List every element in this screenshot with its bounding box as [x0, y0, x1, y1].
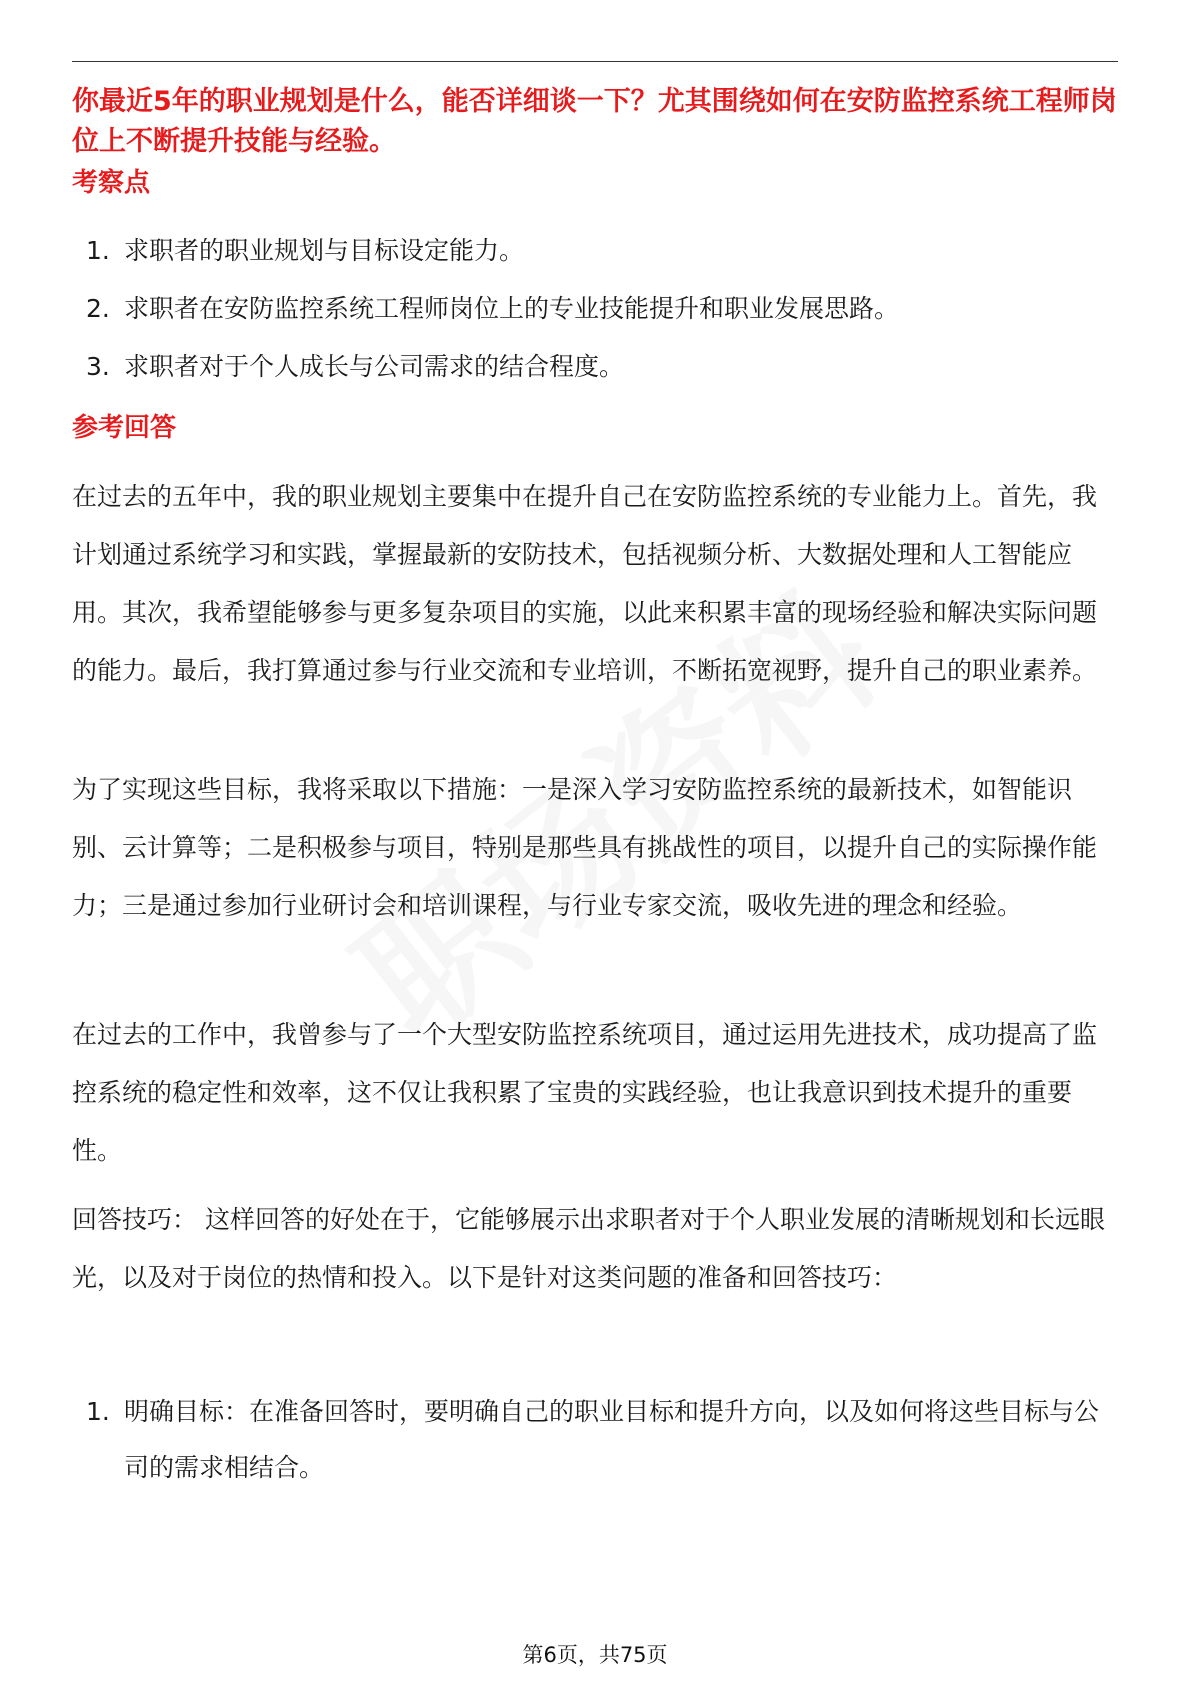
- answer-paragraph: 在过去的工作中，我曾参与了一个大型安防监控系统项目，通过运用先进技术，成功提高了监控系统的稳定性和效率，这不仅让我积累了宝贵的实践经验，也让我意识到技术提升的重要性。: [72, 1020, 1098, 1165]
- question-title: 你最近5年的职业规划是什么，能否详细谈一下？尤其围绕如何在安防监控系统工程师岗位上不断提升技能与经验。: [72, 86, 1117, 157]
- list-item: 2. 求职者在安防监控系统工程师岗位上的专业技能提升和职业发展思路。: [86, 294, 900, 323]
- top-divider: [72, 61, 1118, 62]
- examine-heading: 考察点: [72, 168, 151, 198]
- answer-paragraph: 在过去的五年中，我的职业规划主要集中在提升自己在安防监控系统的专业能力上。首先，我计划通过系统学习和实践，掌握最新的安防技术，包括视频分析、大数据处理和人工智能应用。其次，我希望能够参与更多复杂项目的实施，以此来积累丰富的现场经验和解决实际问题的能力。最后，我打算通过参与行业交流和专业培训，不断拓宽视野，提升自己的职业素养。: [72, 482, 1098, 685]
- examine-list: [72, 222, 1118, 396]
- answer-heading: 参考回答: [72, 413, 177, 443]
- tips-intro-paragraph: 回答技巧： 这样回答的好处在于，它能够展示出求职者对于个人职业发展的清晰规划和长远眼光，以及对于岗位的热情和投入。以下是针对这类问题的准备和回答技巧：: [72, 1205, 1105, 1292]
- page-number: 第6页，共75页: [522, 1643, 668, 1667]
- list-item: 1. 求职者的职业规划与目标设定能力。: [86, 236, 525, 265]
- answer-paragraph: 为了实现这些目标，我将采取以下措施：一是深入学习安防监控系统的最新技术，如智能识别、云计算等；二是积极参与项目，特别是那些具有挑战性的项目，以提升自己的实际操作能力；三是通过参加行业研讨会和培训课程，与行业专家交流，吸收先进的理念和经验。: [72, 775, 1098, 920]
- tips-list: [72, 1384, 1118, 1496]
- list-item: 1. 明确目标：在准备回答时，要明确自己的职业目标和提升方向，以及如何将这些目标与公司的需求相结合。: [86, 1397, 1100, 1482]
- list-item: 3. 求职者对于个人成长与公司需求的结合程度。: [86, 352, 625, 381]
